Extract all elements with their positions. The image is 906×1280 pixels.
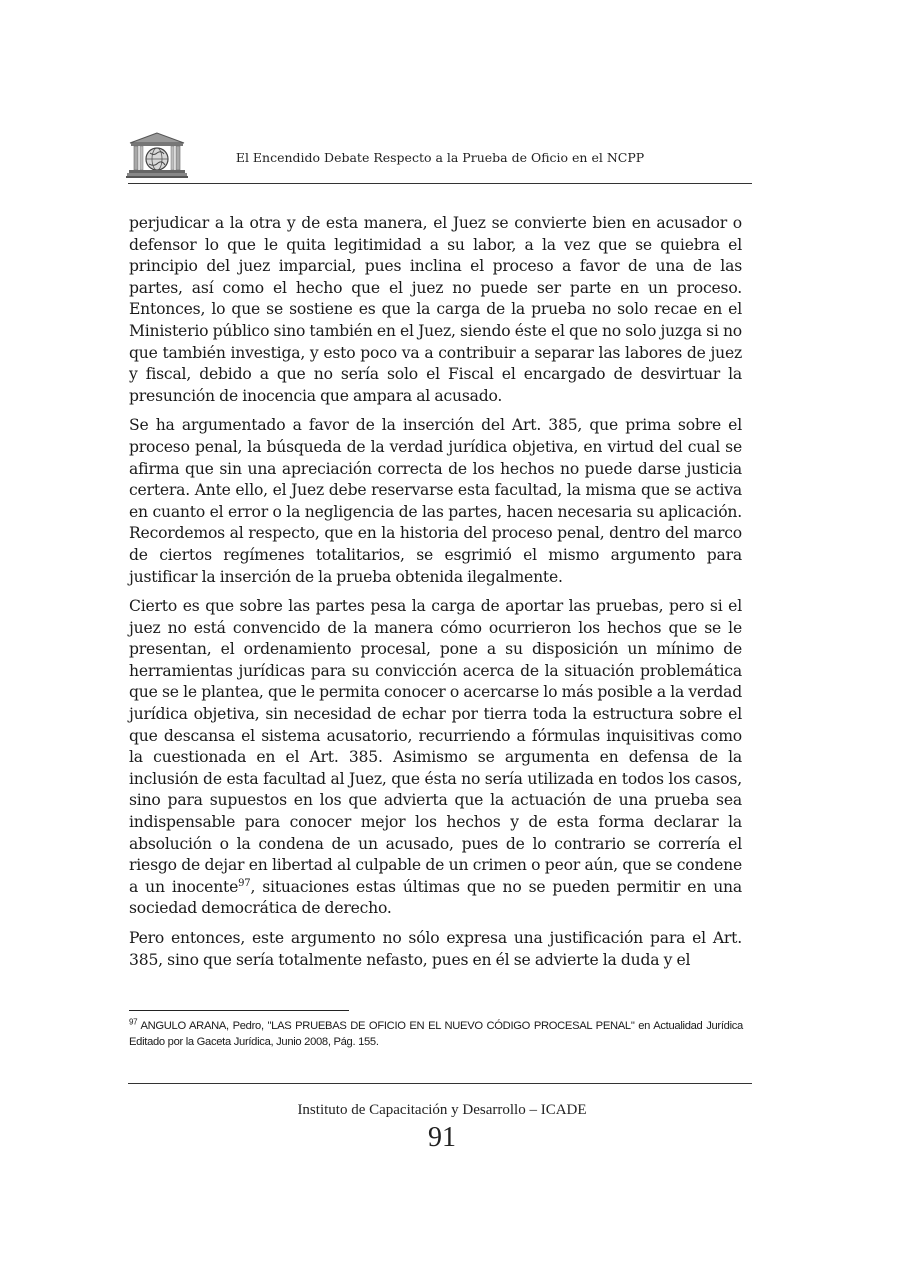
paragraph-3 [129, 596, 742, 920]
paragraph-4: Pero entonces, este argumento no sólo expresa una justificación para el Art. 385, sino que sería totalmente nefasto, pues en él se advierte la duda y el [129, 929, 742, 969]
institution-logo-icon [126, 131, 188, 181]
footnote-text: ANGULO ARANA, Pedro, "LAS PRUEBAS DE OFICIO EN EL NUEVO CÓDIGO PROCESAL PENAL" en Actualidad Jurídica Editado por la Gaceta Jurídica, Junio 2008, Pág. 155. [129, 1020, 743, 1048]
paragraph-3-text: Cierto es que sobre las partes pesa la carga de aportar las pruebas, pero si el juez no está convencido de la manera cómo ocurrieron los hechos que se le presentan, el ordenamiento procesal, pone a su disposición un mínimo de herramientas jurídicas para su convicción acerca de la situación problemática que se le plantea, que le permita conocer o acercarse lo más posible a la verdad jurídica objetiva, sin necesidad de echar por tierra toda la estructura sobre el que descansa el sistema acusatorio, recurriendo a fórmulas inquisitivas como la cuestionada en el Art. 385. Asimismo se argumenta en defensa de la inclusión de esta facultad al Juez, que ésta no sería utilizada en todos los casos, sino para supuestos en los que advierta que la actuación de una prueba sea indispensable para conocer mejor los hechos y de esta forma declarar la absolución o la condena de un acusado, pues de lo contrario se correría el riesgo de dejar en libertad al culpable de un crimen o peor aún, que se condene a un inocente [129, 597, 742, 896]
main-text [129, 213, 742, 979]
running-header-title: El Encendido Debate Respecto a la Prueba de Oficio en el NCPP [235, 150, 645, 165]
paragraph-3-text-end: , situaciones estas últimas que no se pueden permitir en una sociedad democrática de derecho. [129, 877, 742, 918]
footnote [129, 1018, 743, 1050]
footer-divider [128, 1083, 752, 1084]
footnote-number: 97 [129, 1017, 138, 1027]
paragraph-1: perjudicar a la otra y de esta manera, el Juez se convierte bien en acusador o defensor lo que le quita legitimidad a su labor, a la vez que se quiebra el principio del juez imparcial, pues inclina el proceso a favor de una de las partes, así como el hecho que el juez no puede ser parte en un proceso. Entonces, lo que se sostiene es que la carga de la prueba no solo recae en el Ministerio público sino también en el Juez, siendo éste el que no solo juzga si no que también investiga, y esto poco va a contribuir a separar las labores de juez y fiscal, debido a que no sería solo el Fiscal el encargado de desvirtuar la presunción de inocencia que ampara al acusado. [129, 214, 742, 405]
paragraph-2: Se ha argumentado a favor de la inserción del Art. 385, que prima sobre el proceso penal, la búsqueda de la verdad jurídica objetiva, en virtud del cual se afirma que sin una apreciación correcta de los hechos no puede darse justicia certera. Ante ello, el Juez debe reservarse esta facultad, la misma que se activa en cuanto el error o la negligencia de las partes, hacen necesaria su aplicación. Recordemos al respecto, que en la historia del proceso penal, dentro del marco de ciertos regímenes totalitarios, se esgrimió el mismo argumento para justificar la inserción de la prueba obtenida ilegalmente. [129, 416, 742, 586]
footnote-divider [129, 1010, 349, 1011]
header-divider [128, 183, 752, 184]
footer-institution: Instituto de Capacitación y Desarrollo – ICADE [297, 1102, 587, 1118]
page-number: 91 [428, 1122, 456, 1153]
footnote-reference[interactable]: 97 [238, 877, 251, 889]
